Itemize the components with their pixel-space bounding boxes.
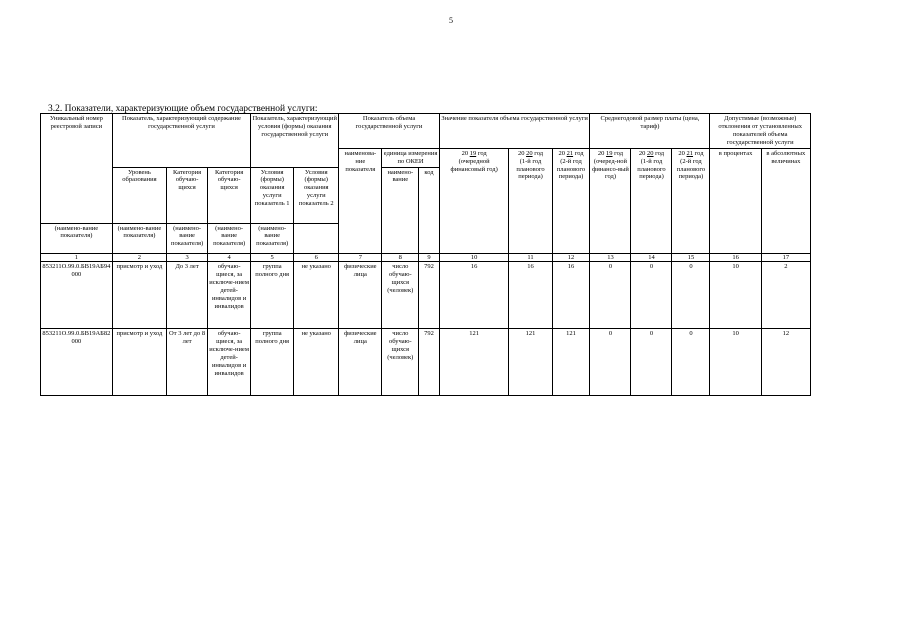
- fee-2020: 0: [631, 262, 672, 329]
- column-number: 7: [339, 253, 382, 262]
- page-number: 5: [449, 16, 453, 25]
- header-name-note: (наимено-вание показателя): [41, 223, 113, 253]
- value-2020: 16: [509, 262, 552, 329]
- value-2020: 121: [509, 329, 552, 396]
- edu-level: присмотр и уход: [112, 262, 166, 329]
- header-fee-year-3: 20 21 год (2-й год планового периода): [672, 148, 710, 253]
- category-1: До 3 лет: [167, 262, 208, 329]
- header-name-note: (наимено-вание показателя): [112, 223, 166, 253]
- header-category-2: Категория обучаю-щихся: [208, 167, 251, 223]
- header-name-note: (наимено-вание показателя): [167, 223, 208, 253]
- fee-2019: 0: [590, 329, 631, 396]
- header-content-indicator: Показатель, характеризующий содержание государственной услуги: [112, 114, 250, 168]
- header-okei-code: код: [419, 167, 440, 253]
- okei-code: 792: [419, 329, 440, 396]
- header-condition-2: Условия (формы) оказания услуги показатель 2: [294, 167, 339, 223]
- column-number: 13: [590, 253, 631, 262]
- column-number: 16: [710, 253, 761, 262]
- header-year-2: 20 20 год (1-й год планового периода): [509, 148, 552, 253]
- column-number: 5: [251, 253, 294, 262]
- column-number: 9: [419, 253, 440, 262]
- section-title: 3.2. Показатели, характеризующие объем государственной услуги:: [48, 104, 318, 114]
- column-number: 3: [167, 253, 208, 262]
- edu-level: присмотр и уход: [112, 329, 166, 396]
- fee-2020: 0: [631, 329, 672, 396]
- category-1: От 3 лет до 8 лет: [167, 329, 208, 396]
- fee-2021: 0: [672, 329, 710, 396]
- unit-name: число обучаю-щихся (человек): [382, 262, 419, 329]
- column-number: 4: [208, 253, 251, 262]
- header-name-note: (наимено-вание показателя): [208, 223, 251, 253]
- header-conditions-indicator: Показатель, характеризующий условия (формы) оказания государственной услуги: [251, 114, 339, 168]
- volume-indicators-table: [40, 113, 811, 396]
- indicator-name: физические лица: [339, 329, 382, 396]
- column-number: 11: [509, 253, 552, 262]
- column-number: 6: [294, 253, 339, 262]
- header-fee-year-2: 20 20 год (1-й год планового периода): [631, 148, 672, 253]
- deviation-absolute: 12: [761, 329, 810, 396]
- header-volume-value: Значение показателя объема государственной услуги: [439, 114, 590, 149]
- column-number: 1: [41, 253, 113, 262]
- header-avg-fee: Среднегодовой размер платы (цена, тариф): [590, 114, 710, 149]
- column-number: 8: [382, 253, 419, 262]
- header-fee-year-1: 20 19 год (очеред-ной финансо-вый год): [590, 148, 631, 253]
- table-row: [41, 329, 811, 396]
- header-unique-number: Уникальный номер реестровой записи: [41, 114, 113, 224]
- value-2019: 16: [439, 262, 509, 329]
- fee-2021: 0: [672, 262, 710, 329]
- column-number-row: [41, 253, 811, 262]
- category-2: обучаю-щиеся, за исключе-нием детей-инвалидов и инвалидов: [208, 329, 251, 396]
- header-condition-1: Условия (формы) оказания услуги показатель 1: [251, 167, 294, 223]
- registry-code: 853211О.99.0.БВ19АБ82000: [41, 329, 113, 396]
- category-2: обучаю-щиеся, за исключе-нием детей-инвалидов и инвалидов: [208, 262, 251, 329]
- column-number: 10: [439, 253, 509, 262]
- header-edu-level: Уровень образования: [112, 167, 166, 223]
- header-okei-name: наимено-вание: [382, 167, 419, 253]
- condition-2: не указано: [294, 329, 339, 396]
- column-number: 17: [761, 253, 810, 262]
- unit-name: число обучаю-щихся (человек): [382, 329, 419, 396]
- deviation-absolute: 2: [761, 262, 810, 329]
- value-2021: 121: [552, 329, 590, 396]
- fee-2019: 0: [590, 262, 631, 329]
- condition-1: группа полного дня: [251, 262, 294, 329]
- column-number: 15: [672, 253, 710, 262]
- header-okei-unit: единица измерения по ОКЕИ: [382, 148, 439, 167]
- condition-1: группа полного дня: [251, 329, 294, 396]
- value-2019: 121: [439, 329, 509, 396]
- registry-code: 853211О.99.0.БВ19АБ94000: [41, 262, 113, 329]
- okei-code: 792: [419, 262, 440, 329]
- header-name-note: (наимено-вание показателя): [251, 223, 294, 253]
- column-number: 2: [112, 253, 166, 262]
- header-year-3: 20 21 год (2-й год планового периода): [552, 148, 590, 253]
- column-number: 12: [552, 253, 590, 262]
- header-deviations: Допустимые (возможные) отклонения от установленных показателей объема государственной услуги: [710, 114, 811, 149]
- header-indicator-name: наименова-ние показателя: [339, 148, 382, 253]
- header-percent: в процентах: [710, 148, 761, 253]
- indicator-name: физические лица: [339, 262, 382, 329]
- table-row: [41, 262, 811, 329]
- header-volume-indicator: Показатель объема государственной услуги: [339, 114, 439, 149]
- header-absolute: в абсолютных величинах: [761, 148, 810, 253]
- deviation-percent: 10: [710, 329, 761, 396]
- deviation-percent: 10: [710, 262, 761, 329]
- column-number: 14: [631, 253, 672, 262]
- condition-2: не указано: [294, 262, 339, 329]
- value-2021: 16: [552, 262, 590, 329]
- header-row-1: [41, 114, 811, 149]
- header-category-1: Категория обучаю-щихся: [167, 167, 208, 223]
- header-year-1: 20 19 год (очередной финансовый год): [439, 148, 509, 253]
